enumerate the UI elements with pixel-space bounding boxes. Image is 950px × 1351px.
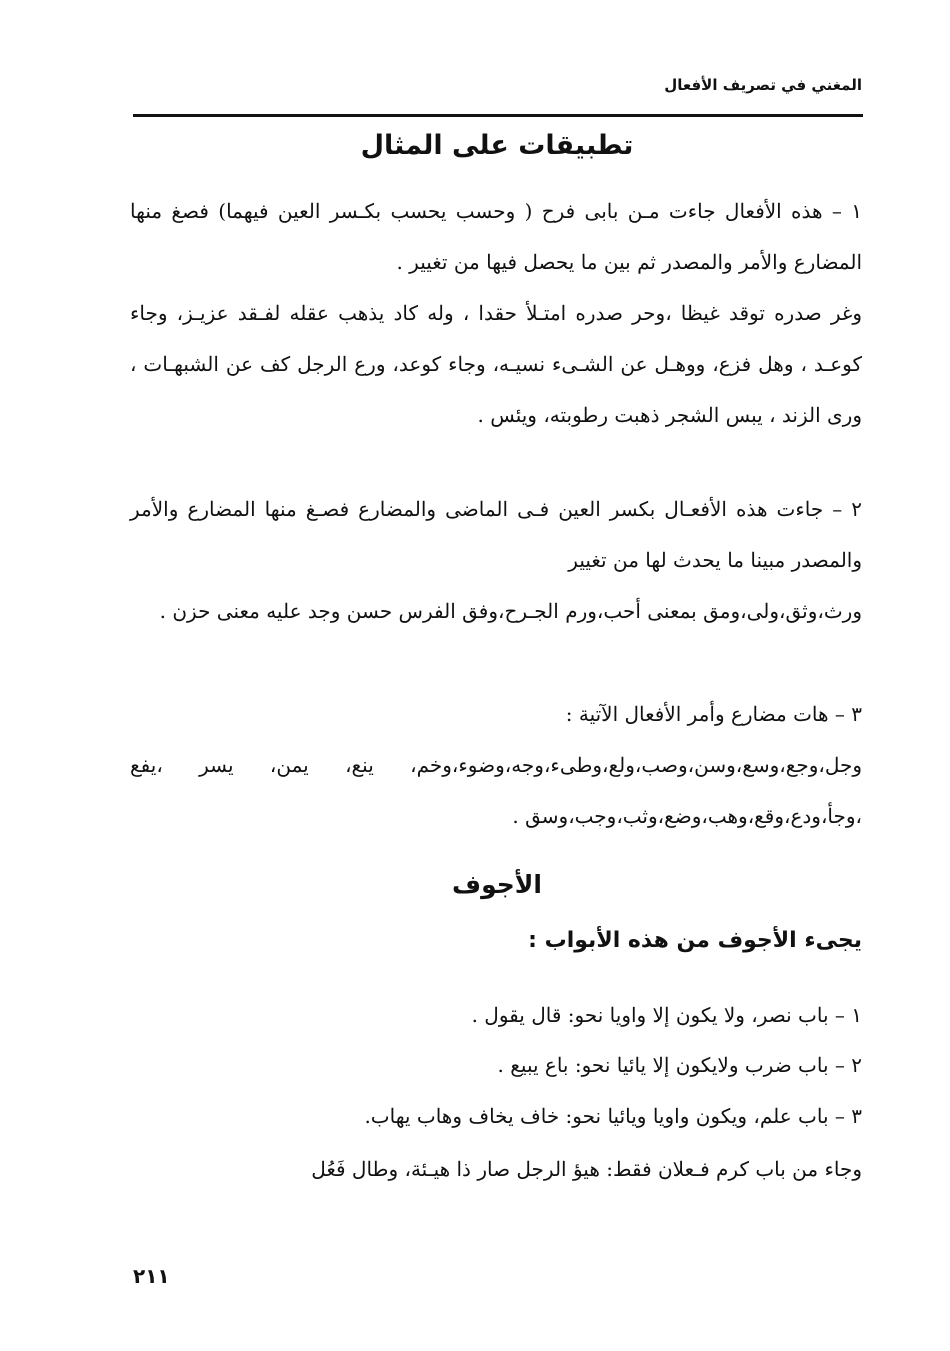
section-title-applications: تطبيقات على المثال (360, 130, 634, 161)
verb-list-paragraph: ورث،وثق،ولى،ومق بمعنى أحب،ورم الجـرح،وفق الفرس حسن وجد عليه معنى حزن . (159, 599, 862, 623)
list-item: ٢ – باب ضرب ولايكون إلا يائيا نحو: باع يبيع . (497, 1053, 862, 1077)
section-title-ajwaf: الأجوف (452, 870, 542, 899)
verb-list-2-paragraph: وجل،وجع،وسع،وسن،وصب،ولع،وطىء،وجه،وضوء،وخم، ينع، يمن، يسر ،يفع ،وجأ،ودع،وقع،وهب،وضع،وثب،وجب،وسق . (130, 753, 862, 828)
exercise-1-paragraph: ١ – هذه الأفعال جاءت مـن بابى فرح ( وحسب يحسب بكـسر العين فيهما) فصغ منها المضارع والأمر والمصدر ثم بين ما يحصل فيها من تغيير . (130, 199, 862, 274)
verb-meanings-paragraph: وغر صدره توقد غيظا ،وحر صدره امتـلأ حقدا ، وله كاد يذهب عقله لفـقد عزيـز، وجاء كوعـد ، وهل فزع، ووهـل عن الشـىء نسيـه، وجاء كوعد، ورع الرجل كف عن الشبهـات ، ورى الزند ، يبس الشجر ذهبت رطوبته، ويئس . (130, 301, 862, 427)
page-number: ٢١١ (133, 1264, 170, 1288)
list-item: ١ – باب نصر، ولا يكون إلا واويا نحو: قال يقول . (471, 1003, 862, 1027)
exercise-2-paragraph: ٢ – جاءت هذه الأفعـال بكسر العين فـى الماضى والمضارع فصـغ منها المضارع والأمر والمصدر مبينا ما يحدث لها من تغيير (130, 497, 862, 572)
exercise-3-paragraph: ٣ – هات مضارع وأمر الأفعال الآتية : (565, 702, 862, 726)
ajwaf-subheading: يجىء الأجوف من هذه الأبواب : (528, 928, 862, 953)
running-head: المغني في تصريف الأفعال (664, 76, 862, 94)
header-rule (133, 114, 863, 117)
list-item: وجاء من باب كرم فـعلان فقط: هيؤ الرجل صار ذا هيـئة، وطال فَعُل (311, 1157, 862, 1181)
list-item: ٣ – باب علم، ويكون واويا ويائيا نحو: خاف يخاف وهاب يهاب. (364, 1104, 862, 1128)
